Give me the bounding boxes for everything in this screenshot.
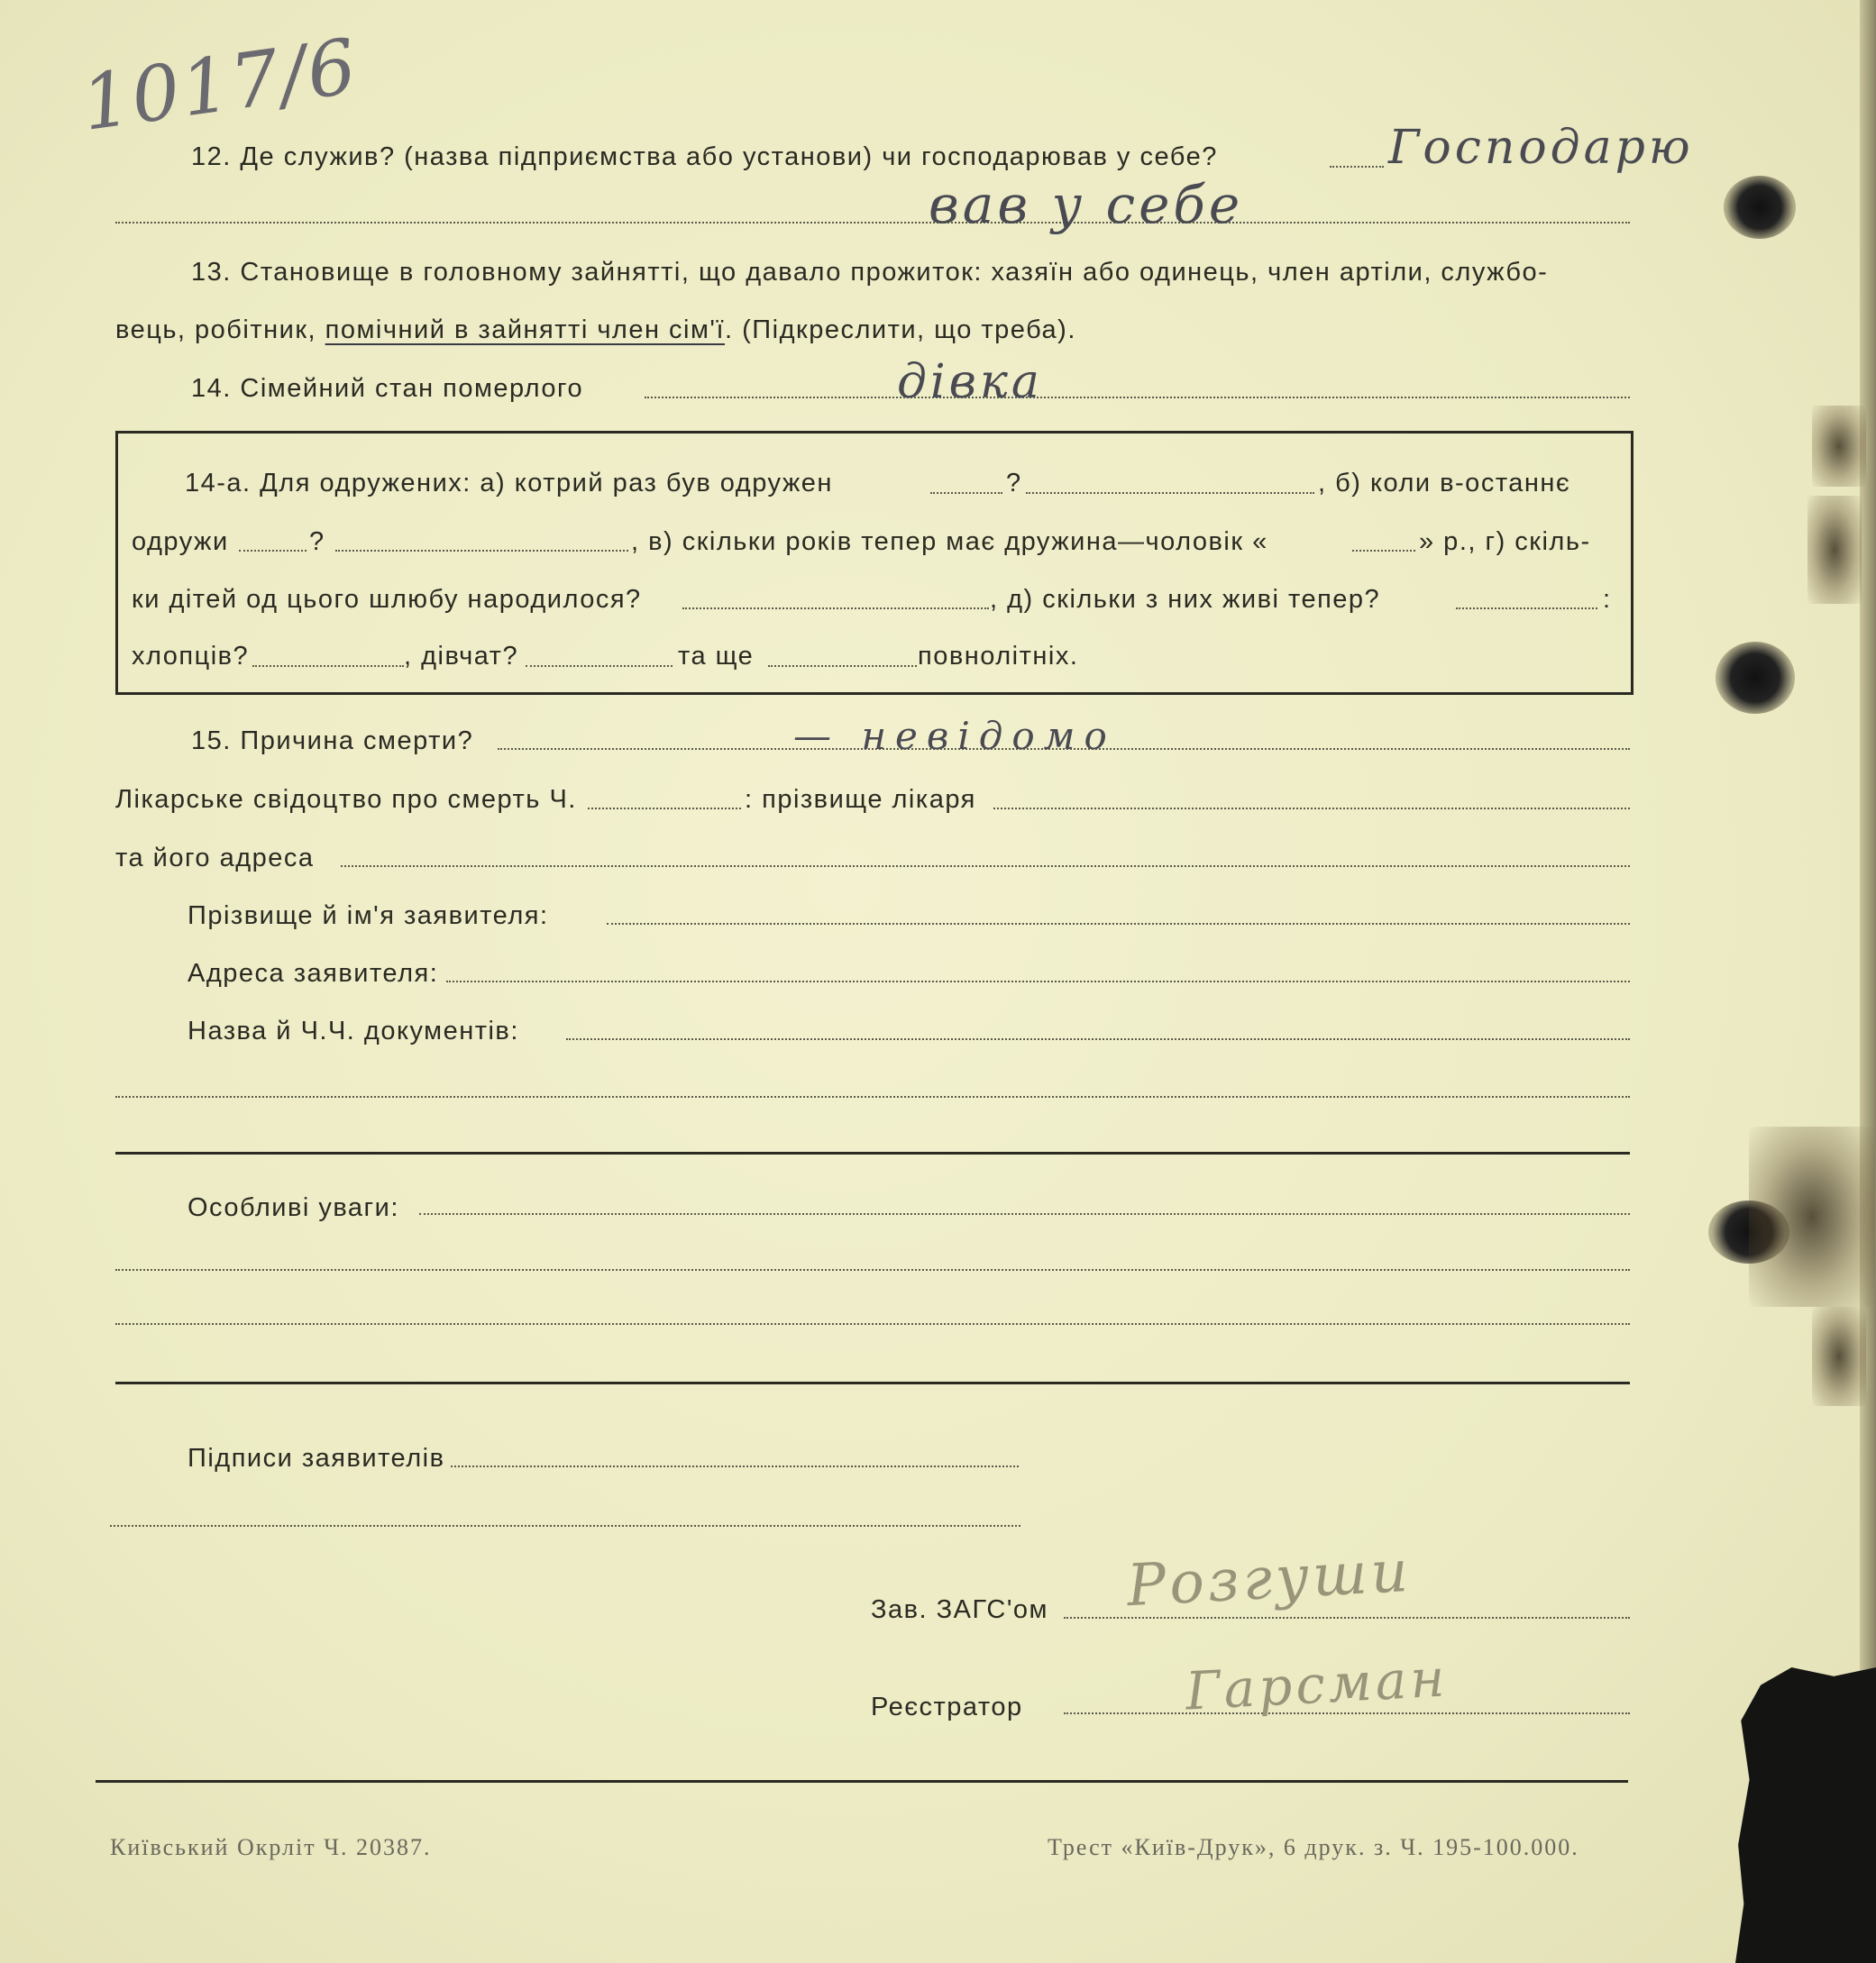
q14-label: 14. Сімейний стан померлого — [191, 374, 584, 403]
q12-answer-line-2 — [115, 222, 1630, 224]
q14a-boys-line — [252, 665, 404, 667]
q14a-line2-b: , в) скільки років тепер має дружина—чоловік « — [631, 527, 1268, 556]
stain-4 — [1812, 1307, 1866, 1406]
documents-line-1 — [566, 1038, 1630, 1040]
stain-1 — [1812, 406, 1866, 487]
q14-answer: дівка — [897, 355, 1043, 409]
remarks-line-1 — [419, 1213, 1630, 1215]
archive-number: 1017/6 — [76, 22, 363, 148]
stain-3 — [1749, 1127, 1875, 1307]
signatures-label: Підписи заявителів — [188, 1444, 445, 1473]
burn-damage — [1735, 1667, 1876, 1963]
divider-3 — [96, 1780, 1628, 1783]
medical-certificate-label: Лікарське свідоцтво про смерть Ч. — [115, 785, 577, 814]
medical-certificate-number-line — [588, 808, 741, 809]
q14a-more-line — [768, 665, 917, 667]
q14a-line1-q: ? — [1006, 469, 1022, 498]
q14a-line1-b: , б) коли в-останнє — [1318, 469, 1571, 498]
q14a-line4-b: , дівчат? — [404, 642, 519, 671]
q14a-times-married-line — [930, 492, 1002, 494]
doctor-address-label: та його адреса — [115, 844, 315, 872]
remarks-line-2 — [115, 1269, 1630, 1271]
applicant-address-label: Адреса заявителя: — [188, 959, 439, 988]
q14a-girls-line — [526, 665, 673, 667]
signatures-line-1 — [451, 1465, 1019, 1467]
q14a-line2-a: одружи — [132, 527, 229, 556]
q12-answer-part2: вав у себе — [929, 174, 1244, 235]
q14a-line4-a: хлопців? — [132, 642, 250, 671]
q14a-last-married-line — [239, 550, 307, 552]
q13-line1: 13. Становище в головному зайнятті, що давало прожиток: хазяїн або одинець, член артіли, службо- — [191, 258, 1549, 287]
q15-answer: — невідомо — [793, 714, 1116, 758]
q14a-line3-b: , д) скільки з них живі тепер? — [990, 585, 1381, 614]
q14a-children-born-line — [682, 607, 989, 609]
footer-printer-left: Київський Окрліт Ч. 20387. — [110, 1834, 432, 1860]
q14a-line4-c: та ще — [678, 642, 755, 671]
q14a-line3-c: : — [1603, 585, 1612, 614]
q13-line2 — [115, 317, 1076, 343]
applicant-address-line — [446, 981, 1630, 982]
zags-head-label: Зав. ЗАГС'ом — [871, 1595, 1048, 1624]
divider-1 — [115, 1152, 1630, 1155]
signatures-line-2 — [110, 1525, 1020, 1527]
punch-hole-2 — [1716, 642, 1795, 714]
q14a-line4-d: повнолітніх. — [918, 642, 1079, 671]
q14a-line2-c: » р., г) скіль- — [1419, 527, 1591, 556]
q14a-line1-a: 14-а. Для одружених: а) котрий раз був одружен — [185, 469, 833, 498]
q14a-line2-q: ? — [309, 527, 325, 556]
q14a-spouse-age-line — [1352, 550, 1415, 552]
q13-underlined-answer: помічний в зайнятті член сім'ї — [325, 315, 726, 344]
applicant-name-label: Прізвище й ім'я заявителя: — [188, 901, 549, 930]
q14a-times-married-line-2 — [1026, 492, 1314, 494]
zags-head-signature: Розгуши — [1125, 1538, 1414, 1621]
doctor-name-line — [993, 808, 1630, 809]
q13-line2-part1: вець, робітник, — [115, 315, 325, 344]
q14a-last-married-line-2 — [335, 550, 628, 552]
stain-2 — [1807, 496, 1862, 604]
remarks-label: Особливі уваги: — [188, 1193, 399, 1222]
q13-line2-part2: . (Підкреслити, що треба). — [725, 315, 1076, 344]
registrar-signature: Гарсман — [1184, 1647, 1450, 1722]
divider-2 — [115, 1382, 1630, 1384]
q14-answer-line — [645, 397, 1630, 398]
doctor-address-line — [341, 865, 1630, 867]
doctor-name-label: : прізвище лікаря — [745, 785, 976, 814]
documents-label: Назва й Ч.Ч. документів: — [188, 1017, 519, 1045]
q12-answer-part1: Господарю — [1388, 121, 1694, 175]
q12-answer-line-1 — [1330, 166, 1384, 168]
q14a-line3-a: ки дітей од цього шлюбу народилося? — [132, 585, 642, 614]
documents-line-2 — [115, 1096, 1630, 1098]
applicant-name-line — [607, 923, 1630, 925]
footer-printer-right: Трест «Київ-Друк», 6 друк. з. Ч. 195-100.000. — [1048, 1834, 1579, 1860]
registrar-label: Реєстратор — [871, 1693, 1023, 1721]
remarks-line-3 — [115, 1323, 1630, 1325]
q15-label: 15. Причина смерти? — [191, 726, 474, 755]
q12-label: 12. Де служив? (назва підприємства або установи) чи господарював у себе? — [191, 142, 1218, 171]
q14a-children-alive-line — [1456, 607, 1597, 609]
punch-hole-1 — [1724, 176, 1796, 239]
